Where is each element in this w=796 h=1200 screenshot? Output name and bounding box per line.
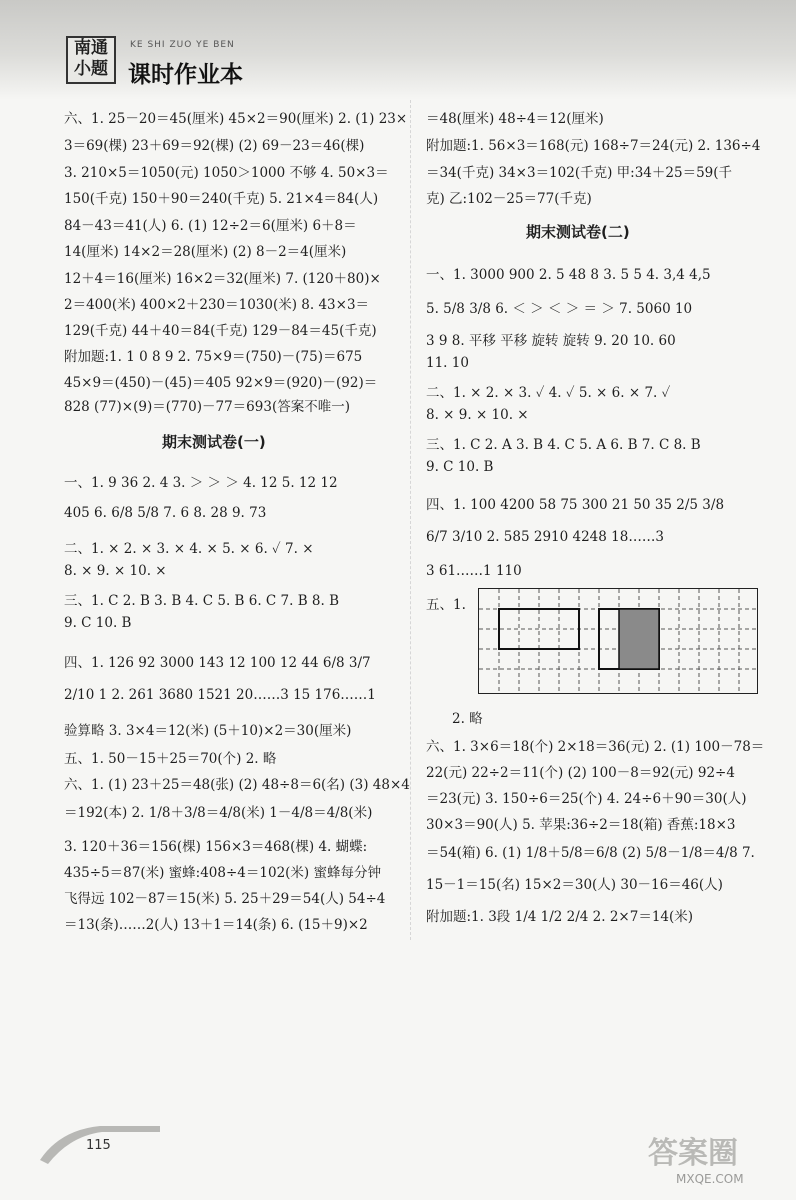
answer-line: 三、1. C 2. B 3. B 4. C 5. B 6. C 7. B 8. B <box>64 593 340 609</box>
answer-line: 8. × 9. × 10. × <box>64 563 167 579</box>
answer-line: 435÷5＝87(米) 蜜蜂:408÷4＝102(米) 蜜蜂每分钟 <box>64 865 381 881</box>
answer-line: 3＝69(棵) 23＋69＝92(棵) (2) 69－23＝46(棵) <box>64 138 365 154</box>
answer-line: 3 61……1 110 <box>426 563 522 579</box>
answer-line: 一、1. 3000 900 2. 5 48 8 3. 5 5 4. 3,4 4,5 <box>426 267 711 283</box>
grid-diagram <box>478 588 758 694</box>
answer-line: 129(千克) 44＋40＝84(千克) 129－84＝45(千克) <box>64 323 377 339</box>
answer-line: 一、1. 9 36 2. 4 3. ＞ ＞ ＞ 4. 12 5. 12 12 <box>64 475 338 491</box>
page-header <box>0 0 796 100</box>
answer-line: 14(厘米) 14×2＝28(厘米) (2) 8－2＝4(厘米) <box>64 244 347 260</box>
answer-line: 四、1. 126 92 3000 143 12 100 12 44 6/8 3/7 <box>64 655 371 671</box>
answer-line: 附加题:1. 3段 1/4 1/2 2/4 2. 2×7＝14(米) <box>426 909 694 925</box>
section-title: 期末测试卷(一) <box>162 433 266 451</box>
answer-line: 9. C 10. B <box>426 459 494 475</box>
answer-line: ＝54(箱) 6. (1) 1/8＋5/8＝6/8 (2) 5/8－1/8＝4/8 7. <box>426 845 755 861</box>
logo-top-text: 南通 <box>74 38 108 58</box>
shaded-region <box>619 609 659 669</box>
answer-line: 附加题:1. 1 0 8 9 2. 75×9＝(750)－(75)＝675 <box>64 349 363 365</box>
series-logo <box>66 36 116 84</box>
watermark-logo: 答案圈 <box>648 1136 738 1171</box>
answer-line: 828 (77)×(9)＝(770)－77＝693(答案不唯一) <box>64 399 350 415</box>
answer-line: 四、1. 100 4200 58 75 300 21 50 35 2/5 3/8 <box>426 497 725 513</box>
answer-line: ＝192(本) 2. 1/8＋3/8＝4/8(米) 1－4/8＝4/8(米) <box>64 805 373 821</box>
answer-line: 飞得远 102－87＝15(米) 5. 25＋29＝54(人) 54÷4 <box>64 891 386 907</box>
answer-line: 12＋4＝16(厘米) 16×2＝32(厘米) 7. (120＋80)× <box>64 271 381 287</box>
answer-line: 8. × 9. × 10. × <box>426 407 529 423</box>
answer-line: 六、1. 25－20＝45(厘米) 45×2＝90(厘米) 2. (1) 23× <box>64 111 408 127</box>
column-divider <box>410 100 411 940</box>
answer-line: 84－43＝41(人) 6. (1) 12÷2＝6(厘米) 6＋8＝ <box>64 218 357 234</box>
answer-line: 验算略 3. 3×4＝12(米) (5＋10)×2＝30(厘米) <box>64 723 352 739</box>
answer-line: ＝13(条)……2(人) 13＋1＝14(条) 6. (15＋9)×2 <box>64 917 368 933</box>
answer-line: 5. 5/8 3/8 6. ＜ ＞ ＜ ＞ ＝ ＞ 7. 5060 10 <box>426 301 693 317</box>
answer-line: 克) 乙:102－25＝77(千克) <box>426 191 592 207</box>
section-title: 期末测试卷(二) <box>526 223 630 241</box>
answer-line: 30×3＝90(人) 5. 苹果:36÷2＝18(箱) 香蕉:18×3 <box>426 817 736 833</box>
answer-line: ＝34(千克) 34×3＝102(千克) 甲:34＋25＝59(千 <box>426 165 733 181</box>
answer-line: 22(元) 22÷2＝11(个) (2) 100－8＝92(元) 92÷4 <box>426 765 735 781</box>
answer-line: 六、1. 3×6＝18(个) 2×18＝36(元) 2. (1) 100－78＝ <box>426 739 765 755</box>
watermark-url: MXQE.COM <box>676 1172 744 1186</box>
answer-line: 二、1. × 2. × 3. × 4. × 5. × 6. ✓ 7. × <box>64 541 314 557</box>
answer-line: 五、1. <box>426 597 466 613</box>
answer-line: 2/10 1 2. 261 3680 1521 20……3 15 176……1 <box>64 687 376 703</box>
answer-line: 2. 略 <box>452 711 483 727</box>
logo-bottom-text: 小题 <box>74 59 108 79</box>
answer-line: 9. C 10. B <box>64 615 132 631</box>
grid-lines <box>479 589 757 693</box>
answer-line: 15－1＝15(名) 15×2＝30(人) 30－16＝46(人) <box>426 877 723 893</box>
answer-line: 3. 210×5＝1050(元) 1050＞1000 不够 4. 50×3＝ <box>64 165 389 181</box>
answer-line: 五、1. 50－15＋25＝70(个) 2. 略 <box>64 751 277 767</box>
answer-line: 二、1. × 2. × 3. ✓ 4. ✓ 5. × 6. × 7. ✓ <box>426 385 671 401</box>
answer-line: 六、1. (1) 23＋25＝48(张) (2) 48÷8＝6(名) (3) 48×4 <box>64 777 410 793</box>
answer-line: ＝23(元) 3. 150÷6＝25(个) 4. 24÷6＋90＝30(人) <box>426 791 747 807</box>
answer-line: 150(千克) 150＋90＝240(千克) 5. 21×4＝84(人) <box>64 191 379 207</box>
answer-line: 45×9＝(450)－(45)＝405 92×9＝(920)－(92)＝ <box>64 375 378 391</box>
book-title: 课时作业本 <box>128 62 243 88</box>
answer-line: 405 6. 6/8 5/8 7. 6 8. 28 9. 73 <box>64 505 267 521</box>
answer-line: 附加题:1. 56×3＝168(元) 168÷7＝24(元) 2. 136÷4 <box>426 138 761 154</box>
grid-svg <box>479 589 757 693</box>
answer-line: ＝48(厘米) 48÷4＝12(厘米) <box>426 111 604 127</box>
answer-line: 6/7 3/10 2. 585 2910 4248 18……3 <box>426 529 664 545</box>
answer-line: 三、1. C 2. A 3. B 4. C 5. A 6. B 7. C 8. B <box>426 437 701 453</box>
page-number: 115 <box>86 1138 111 1153</box>
answer-line: 3. 120＋36＝156(棵) 156×3＝468(棵) 4. 蝴蝶: <box>64 839 368 855</box>
answer-line: 2＝400(米) 400×2＋230＝1030(米) 8. 43×3＝ <box>64 297 370 313</box>
answer-line: 11. 10 <box>426 355 469 371</box>
book-pinyin: KE SHI ZUO YE BEN <box>130 40 235 50</box>
answer-line: 3 9 8. 平移 平移 旋转 旋转 9. 20 10. 60 <box>426 333 676 349</box>
